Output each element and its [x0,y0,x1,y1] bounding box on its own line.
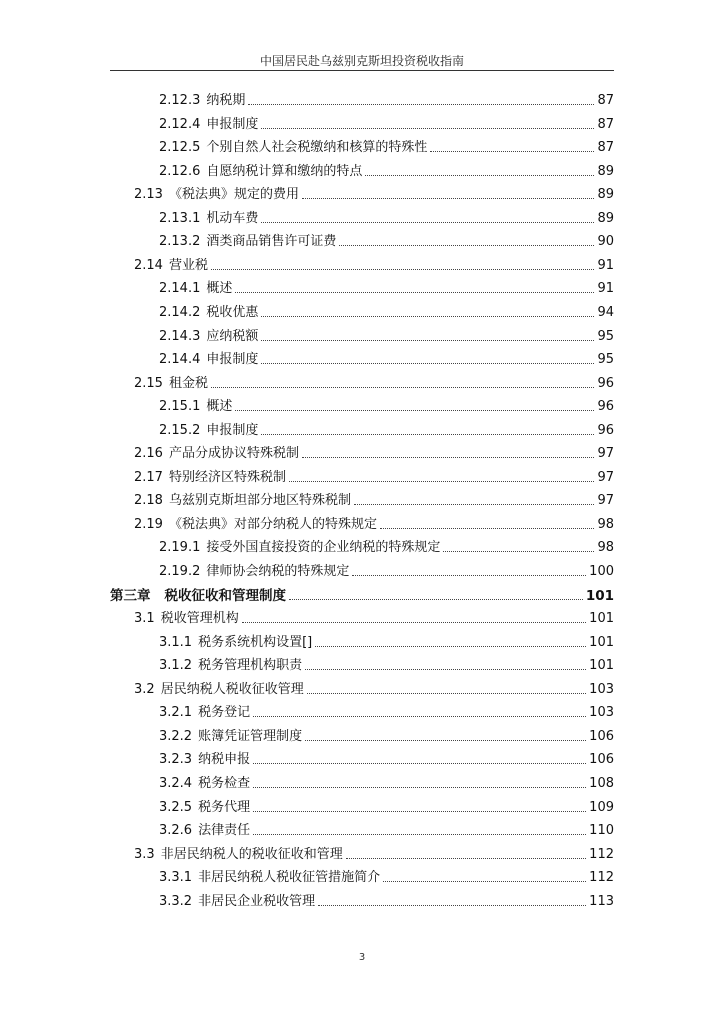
toc-entry-page: 97 [597,446,614,462]
toc-leader-dots [305,668,586,670]
toc-entry-number: 2.18 [134,493,163,509]
toc-entry-label [159,305,258,321]
toc-leader-dots [443,550,594,552]
toc-entry-number: 3.2.1 [159,705,193,721]
toc-entry-number: 3.3.2 [159,893,193,909]
toc-entry[interactable] [134,513,614,533]
toc-entry-title: 概述 [206,399,233,415]
toc-leader-dots [302,456,594,458]
toc-entry-label [159,635,312,651]
toc-entry-page: 101 [589,658,614,674]
toc-entry-title: 纳税期 [206,93,246,108]
toc-entry[interactable] [134,466,614,486]
toc-entry[interactable] [134,489,614,509]
toc-leader-dots [253,833,586,835]
toc-entry-title: 纳税申报 [198,752,251,768]
toc-leader-dots [261,315,594,317]
toc-entry-page: 94 [597,304,614,320]
toc-entry[interactable] [110,584,614,604]
toc-entry-number: 2.13 [134,187,163,203]
toc-entry-label [134,847,343,863]
toc-entry-label [159,894,315,910]
toc-entry-page: 89 [597,163,614,179]
toc-leader-dots [253,810,586,812]
toc-entry-number: 2.19.1 [159,540,201,556]
toc-leader-dots [261,339,594,341]
toc-entry-page: 96 [597,399,614,415]
toc-leader-dots [211,268,594,270]
toc-leader-dots [253,715,586,717]
toc-entry-page: 96 [597,375,614,391]
toc-entry-label [110,588,286,604]
toc-entry[interactable] [159,725,614,745]
toc-entry-number: 2.14 [134,257,163,273]
toc-entry-label [159,211,258,227]
toc-entry-page: 95 [597,328,614,344]
toc-entry[interactable] [159,230,614,250]
toc-entry-number: 3.2.2 [159,728,193,744]
toc-entry[interactable] [159,113,614,133]
toc-entry-number: 2.12.4 [159,116,201,132]
toc-entry-label [134,493,351,509]
toc-entry-title: 税务管理机构职责 [198,658,303,674]
toc-entry[interactable] [159,301,614,321]
toc-entry-title: 概述 [206,281,233,297]
toc-entry-label [134,446,299,462]
toc-leader-dots [248,103,594,105]
toc-entry-page: 87 [597,116,614,132]
toc-entry-page: 98 [597,540,614,556]
toc-leader-dots [211,386,594,388]
toc-entry-number: 2.14.3 [159,328,201,344]
toc-leader-dots [289,598,583,600]
toc-entry[interactable] [159,536,614,556]
toc-entry-title: 税务代理 [198,799,251,815]
toc-entry[interactable] [159,89,614,109]
toc-entry-label [159,399,232,415]
toc-entry-label [159,800,250,816]
toc-entry-number: 2.17 [134,469,163,485]
toc-entry[interactable] [159,866,614,886]
toc-entry-title: 自愿纳税计算和缴纳的特点 [206,163,363,179]
toc-leader-dots [383,880,586,882]
toc-leader-dots [253,762,586,764]
toc-leader-dots [380,527,594,529]
toc-entry-number: 3.2.6 [159,823,193,839]
toc-entry[interactable] [134,843,614,863]
toc-entry-number: 3.3.1 [159,870,193,886]
toc-entry-number: 2.14.2 [159,304,201,320]
toc-leader-dots [289,480,594,482]
toc-entry-number: 2.13.2 [159,234,201,250]
toc-entry[interactable] [134,372,614,392]
toc-entry-number: 3.3 [134,846,155,862]
toc-leader-dots [354,503,594,505]
toc-entry-number: 2.12.3 [159,93,201,108]
toc-entry-number: 3.2 [134,681,155,697]
toc-entry[interactable] [159,160,614,180]
toc-entry-title: 税务检查 [198,775,251,791]
toc-entry-number: 2.15 [134,375,163,391]
toc-entry-label [159,658,302,674]
toc-entry-page: 101 [589,611,614,627]
toc-entry-page: 97 [597,493,614,509]
toc-entry-page: 87 [597,93,614,108]
toc-entry-number: 3.1.1 [159,634,193,650]
toc-entry-page: 106 [589,728,614,744]
toc-entry-label [134,376,208,392]
toc-entry[interactable] [159,395,614,415]
toc-entry-label [159,776,250,792]
toc-entry-number: 第三章 [110,587,151,604]
toc-entry-page: 103 [589,681,614,697]
page-number: 3 [358,952,366,963]
toc-entry-page: 108 [589,775,614,791]
toc-entry-page: 91 [597,281,614,297]
toc-entry-title: 《税法典》规定的费用 [168,187,299,203]
toc-entry-page: 112 [589,870,614,886]
toc-entry-title: 法律责任 [198,823,251,839]
toc-leader-dots [365,174,594,176]
toc-entry-page: 110 [589,823,614,839]
toc-leader-dots [235,409,594,411]
toc-leader-dots [430,150,594,152]
toc-entry[interactable] [134,254,614,274]
toc-entry-title: 税收优惠 [206,304,259,320]
toc-entry[interactable] [159,819,614,839]
toc-entry-label [159,234,336,250]
toc-leader-dots [261,127,594,129]
toc-entry-number: 2.12.5 [159,140,201,156]
toc-entry-label [159,140,427,156]
toc-leader-dots [352,574,586,576]
toc-entry-title: 个别自然人社会税缴纳和核算的特殊性 [206,140,428,156]
toc-entry-label [159,823,250,839]
toc-leader-dots [339,244,594,246]
toc-entry[interactable] [159,631,614,651]
toc-entry-page: 101 [589,634,614,650]
toc-entry-page: 91 [597,257,614,273]
toc-entry-page: 100 [589,564,614,579]
toc-entry[interactable] [159,419,614,439]
toc-entry[interactable] [159,348,614,368]
toc-entry-page: 109 [589,799,614,815]
toc-entry-number: 2.19.2 [159,564,201,579]
toc-entry-number: 2.14.1 [159,281,201,297]
toc-entry-label [134,470,286,486]
toc-entry-label [134,187,299,203]
toc-entry-page: 103 [589,705,614,721]
toc-entry-number: 2.15.2 [159,422,201,438]
toc-entry[interactable] [134,678,614,698]
toc-entry-page: 98 [597,516,614,532]
toc-entry-number: 2.16 [134,446,163,462]
toc-leader-dots [302,197,594,199]
toc-entry-title: 营业税 [168,257,208,273]
toc-entry-title: 居民纳税人税收征收管理 [160,681,304,697]
toc-entry-title: 税务登记 [198,705,251,721]
toc-entry-label [134,611,239,627]
toc-entry-page: 95 [597,352,614,368]
toc-entry-number: 3.2.5 [159,799,193,815]
toc-entry-label [159,540,440,556]
toc-entry-page: 97 [597,469,614,485]
toc-entry-title: 租金税 [168,375,208,391]
toc-entry-page: 96 [597,422,614,438]
toc-entry-label [159,752,250,768]
toc-entry[interactable] [159,560,614,580]
toc-entry[interactable] [134,442,614,462]
toc-leader-dots [261,221,594,223]
toc-entry-page: 112 [589,846,614,862]
toc-entry-number: 2.13.1 [159,210,201,226]
toc-entry-title: 乌兹别克斯坦部分地区特殊税制 [168,493,351,509]
toc-entry[interactable] [159,654,614,674]
toc-entry-label [159,329,258,345]
toc-leader-dots [346,857,586,859]
toc-entry-label [159,117,258,133]
toc-entry-page: 89 [597,187,614,203]
toc-entry-title: 产品分成协议特殊税制 [168,446,299,462]
toc-entry[interactable] [159,207,614,227]
header-rule [110,70,614,71]
toc-entry-title: 申报制度 [206,422,259,438]
toc-entry-label [134,258,208,274]
toc-entry-number: 2.19 [134,516,163,532]
toc-entry-label [159,352,258,368]
toc-entry-label [134,682,304,698]
toc-entry-title: 《税法典》对部分纳税人的特殊规定 [168,516,377,532]
toc-entry-number: 3.2.3 [159,752,193,768]
toc-entry-title: 账簿凭证管理制度 [198,728,303,744]
toc-entry-title: 税收征收和管理制度 [164,587,286,604]
toc-entry-number: 2.15.1 [159,399,201,415]
toc-entry[interactable] [159,772,614,792]
toc-entry-label [159,423,258,439]
toc-leader-dots [235,291,594,293]
toc-entry-title: 非居民企业税收管理 [198,893,316,909]
toc-leader-dots [253,786,586,788]
toc-entry-title: 非居民纳税人税收征管措施简介 [198,870,381,886]
toc-entry[interactable] [134,607,614,627]
toc-entry[interactable] [134,183,614,203]
toc-leader-dots [261,433,594,435]
toc-entry-page: 101 [585,587,614,604]
toc-entry-number: 2.14.4 [159,352,201,368]
toc-entry-title: 接受外国直接投资的企业纳税的特殊规定 [206,540,441,556]
toc-entry-label [159,870,380,886]
toc-leader-dots [307,692,586,694]
toc-entry-title: 特别经济区特殊税制 [168,469,286,485]
toc-entry-title: 税收管理机构 [160,611,239,627]
toc-entry-title: 律师协会纳税的特殊规定 [206,564,350,579]
toc-entry-page: 113 [589,893,614,909]
toc-entry-page: 106 [589,752,614,768]
toc-entry-title: 非居民纳税人的税收征收和管理 [160,846,343,862]
toc-entry-number: 3.1.2 [159,658,193,674]
toc-leader-dots [261,362,594,364]
toc-entry-title: 申报制度 [206,116,259,132]
toc-entry[interactable] [159,277,614,297]
toc-entry-title: 机动车费 [206,210,259,226]
toc-entry-label [159,93,245,109]
toc-entry-label [159,281,232,297]
toc-leader-dots [242,621,586,623]
toc-entry-number: 2.12.6 [159,163,201,179]
toc-leader-dots [315,645,586,647]
toc-entry-page: 89 [597,210,614,226]
toc-entry-title: 税务系统机构设置[] [198,634,313,650]
toc-entry-number: 3.2.4 [159,775,193,791]
toc-entry-label [159,564,349,580]
toc-entry-title: 申报制度 [206,352,259,368]
toc-entry-label [159,705,250,721]
toc-entry-label [159,164,362,180]
toc-entry[interactable] [159,748,614,768]
toc-entry-number: 3.1 [134,611,155,627]
toc-entry-title: 酒类商品销售许可证费 [206,234,337,250]
running-header: 中国居民赴乌兹别克斯坦投资税收指南 [259,54,464,68]
toc-entry-page: 87 [597,140,614,156]
toc-entry[interactable] [159,136,614,156]
toc-entry[interactable] [159,796,614,816]
toc-entry[interactable] [159,890,614,910]
toc-entry-label [134,517,377,533]
toc-entry-title: 应纳税额 [206,328,259,344]
toc-leader-dots [318,904,586,906]
toc-leader-dots [305,739,586,741]
toc-entry[interactable] [159,325,614,345]
toc-entry[interactable] [159,701,614,721]
toc-entry-label [159,729,302,745]
toc-entry-page: 90 [597,234,614,250]
